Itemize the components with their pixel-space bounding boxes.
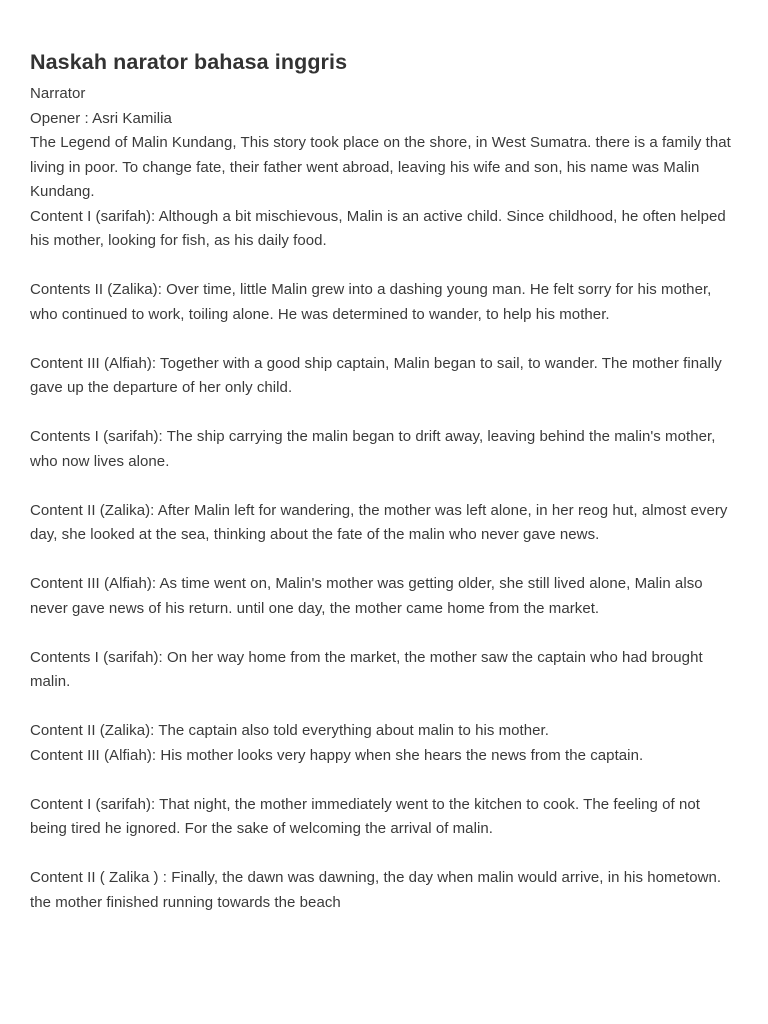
paragraph-content-1: Content I (sarifah): Although a bit mischievous, Malin is an active child. Since childhood, he often helped his mother, looking for fish, as his daily food.	[30, 207, 726, 249]
paragraph-content-6: Content III (Alfiah): As time went on, Malin's mother was getting older, she still lived alone, Malin also never gave news of his return. until one day, the mother came home from the market.	[30, 575, 703, 617]
paragraph-content-8: Content II (Zalika): The captain also told everything about malin to his mother.	[30, 722, 549, 739]
document-title: Naskah narator bahasa inggris	[30, 50, 348, 74]
paragraph-content-2: Contents II (Zalika): Over time, little Malin grew into a dashing young man. He felt sorry for his mother, who continued to work, toiling alone. He was determined to wander, to help his mother.	[30, 281, 712, 323]
paragraph-content-7: Contents I (sarifah): On her way home from the market, the mother saw the captain who had brought malin.	[30, 648, 703, 690]
paragraph-intro: The Legend of Malin Kundang, This story took place on the shore, in West Sumatra. there is a family that living in poor. To change fate, their father went abroad, leaving his wife and son, his name was Malin Kundang.	[30, 134, 731, 200]
narrator-label: Narrator	[30, 85, 86, 102]
paragraph-content-9: Content III (Alfiah): His mother looks very happy when she hears the news from the captain.	[30, 746, 644, 764]
paragraph-gap	[30, 695, 740, 720]
paragraph-content-3: Content III (Alfiah): Together with a good ship captain, Malin began to sail, to wander. The mother finally gave up the departure of her only child.	[30, 354, 722, 396]
paragraph-content-10: Content I (sarifah): That night, the mother immediately went to the kitchen to cook. The feeling of not being tired he ignored. For the sake of welcoming the arrival of malin.	[30, 795, 700, 837]
paragraph-content-5: Content II (Zalika): After Malin left for wandering, the mother was left alone, in her reog hut, almost every day, she looked at the sea, thinking about the fate of the malin who never gave news.	[30, 501, 728, 543]
paragraph-gap	[30, 474, 740, 499]
paragraph-gap	[30, 842, 740, 867]
paragraph-gap	[30, 327, 740, 352]
paragraph-content-11: Content II ( Zalika ) : Finally, the dawn was dawning, the day when malin would arrive, in his hometown. the mother finished running towards the beach	[30, 869, 722, 911]
paragraph-gap	[30, 768, 740, 793]
paragraph-content-4: Contents I (sarifah): The ship carrying the malin began to drift away, leaving behind the malin's mother, who now lives alone.	[30, 428, 716, 470]
paragraph-gap	[30, 401, 740, 426]
paragraph-gap	[30, 254, 740, 279]
opener-line: Opener : Asri Kamilia	[30, 109, 172, 127]
paragraph-gap	[30, 621, 740, 646]
paragraph-gap	[30, 548, 740, 573]
